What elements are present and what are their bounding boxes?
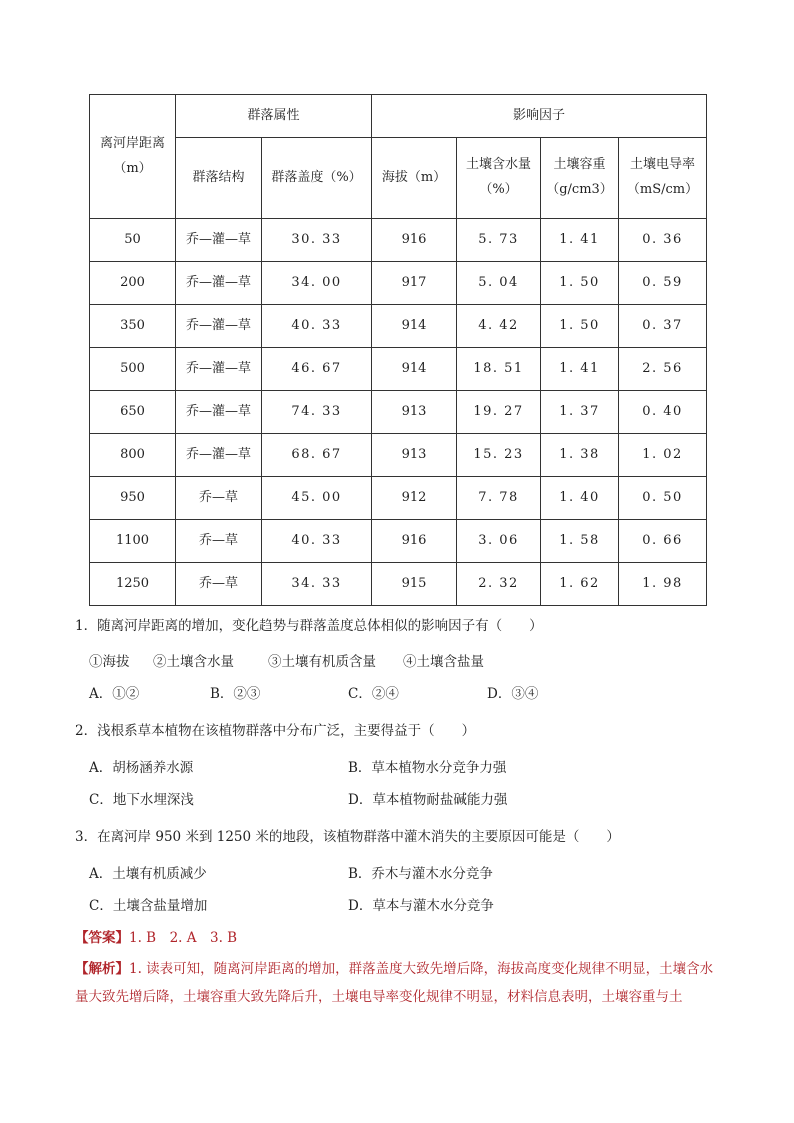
survey-table <box>89 94 707 606</box>
cell-distance: 650 <box>90 391 176 434</box>
table-header-row <box>90 95 707 138</box>
question-3-option-a[interactable]: A．土壤有机质减少 <box>89 866 207 882</box>
moisture-header <box>457 138 541 219</box>
question-1-option-c[interactable]: C．②④ <box>348 686 399 702</box>
cell-altitude: 912 <box>372 477 457 520</box>
cell-moisture: 15. 23 <box>457 434 541 477</box>
conductivity-header-unit: （mS/cm） <box>626 182 699 197</box>
density-header <box>541 138 619 219</box>
cell-distance: 200 <box>90 262 176 305</box>
cell-conductivity: 1. 98 <box>619 563 707 606</box>
community-group-header: 群落属性 <box>176 95 372 138</box>
cell-distance: 1100 <box>90 520 176 563</box>
coverage-header: 群落盖度（%） <box>262 138 372 219</box>
cell-conductivity: 0. 37 <box>619 305 707 348</box>
cell-altitude: 914 <box>372 348 457 391</box>
cell-moisture: 7. 78 <box>457 477 541 520</box>
cell-structure: 乔—灌—草 <box>176 434 262 477</box>
cell-coverage: 34. 33 <box>262 563 372 606</box>
cell-structure: 乔—草 <box>176 520 262 563</box>
question-1-option-d[interactable]: D．③④ <box>487 686 539 702</box>
answer-line <box>75 932 237 946</box>
cell-conductivity: 0. 59 <box>619 262 707 305</box>
cell-distance: 800 <box>90 434 176 477</box>
cell-coverage: 46. 67 <box>262 348 372 391</box>
cell-conductivity: 0. 66 <box>619 520 707 563</box>
cell-altitude: 916 <box>372 219 457 262</box>
structure-header: 群落结构 <box>176 138 262 219</box>
cell-coverage: 45. 00 <box>262 477 372 520</box>
table-row <box>90 391 707 434</box>
cell-altitude: 917 <box>372 262 457 305</box>
cell-structure: 乔—灌—草 <box>176 219 262 262</box>
cell-density: 1. 50 <box>541 305 619 348</box>
conductivity-header-label: 土壤电导率 <box>630 157 696 173</box>
distance-header-label: 离河岸距离 <box>99 135 165 151</box>
cell-coverage: 68. 67 <box>262 434 372 477</box>
cell-moisture: 5. 04 <box>457 262 541 305</box>
cell-structure: 乔—灌—草 <box>176 262 262 305</box>
moisture-header-unit: （%） <box>479 182 518 197</box>
cell-conductivity: 0. 50 <box>619 477 707 520</box>
cell-moisture: 5. 73 <box>457 219 541 262</box>
cell-density: 1. 41 <box>541 219 619 262</box>
explanation-text: 1. 读表可知，随离河岸距离的增加，群落盖度大致先增后降，海拔高度变化规律不明显，土壤含水量大致先增后降，土壤容重大致先降后升，土壤电导率变化规律不明显，材料信息表明，土壤容重与土 <box>75 961 714 1005</box>
answer-tag: 【答案】 <box>75 930 129 946</box>
question-2-stem: 2．浅根系草本植物在该植物群落中分布广泛，主要得益于（ ） <box>75 723 476 739</box>
table-row <box>90 477 707 520</box>
question-1-item-4: ④土壤含盐量 <box>403 654 484 670</box>
cell-distance: 950 <box>90 477 176 520</box>
cell-distance: 350 <box>90 305 176 348</box>
answer-text: 1. B 2. A 3. B <box>129 930 238 946</box>
cell-moisture: 4. 42 <box>457 305 541 348</box>
table-subheader-row <box>90 138 707 219</box>
cell-coverage: 34. 00 <box>262 262 372 305</box>
table-row <box>90 348 707 391</box>
cell-density: 1. 40 <box>541 477 619 520</box>
cell-coverage: 40. 33 <box>262 520 372 563</box>
table-row <box>90 520 707 563</box>
explanation-block <box>75 955 725 1011</box>
cell-moisture: 18. 51 <box>457 348 541 391</box>
cell-structure: 乔—灌—草 <box>176 348 262 391</box>
question-1-option-b[interactable]: B．②③ <box>210 686 261 702</box>
question-1-option-a[interactable]: A．①② <box>89 686 140 702</box>
conductivity-header <box>619 138 707 219</box>
explanation-tag: 【解析】 <box>75 961 129 977</box>
question-2-option-a[interactable]: A．胡杨涵养水源 <box>89 760 194 776</box>
table-row <box>90 305 707 348</box>
cell-density: 1. 41 <box>541 348 619 391</box>
cell-altitude: 916 <box>372 520 457 563</box>
table-row <box>90 262 707 305</box>
cell-structure: 乔—灌—草 <box>176 305 262 348</box>
cell-altitude: 915 <box>372 563 457 606</box>
cell-moisture: 2. 32 <box>457 563 541 606</box>
distance-header <box>90 95 176 219</box>
table-row <box>90 219 707 262</box>
cell-coverage: 74. 33 <box>262 391 372 434</box>
cell-altitude: 913 <box>372 434 457 477</box>
question-1-stem: 1．随离河岸距离的增加，变化趋势与群落盖度总体相似的影响因子有（ ） <box>75 618 543 634</box>
cell-structure: 乔—草 <box>176 563 262 606</box>
factor-group-header: 影响因子 <box>372 95 707 138</box>
cell-density: 1. 38 <box>541 434 619 477</box>
question-3-option-c[interactable]: C．土壤含盐量增加 <box>89 898 208 914</box>
question-2-option-d[interactable]: D．草本植物耐盐碱能力强 <box>348 792 508 808</box>
cell-conductivity: 1. 02 <box>619 434 707 477</box>
table-row <box>90 434 707 477</box>
cell-distance: 50 <box>90 219 176 262</box>
question-3-stem: 3．在离河岸 950 米到 1250 米的地段，该植物群落中灌木消失的主要原因可能是（ ） <box>75 829 620 845</box>
cell-altitude: 914 <box>372 305 457 348</box>
question-3-option-b[interactable]: B．乔木与灌木水分竞争 <box>348 866 493 882</box>
moisture-header-label: 土壤含水量 <box>466 157 532 173</box>
question-1-item-3: ③土壤有机质含量 <box>268 654 376 670</box>
cell-moisture: 19. 27 <box>457 391 541 434</box>
question-2-option-c[interactable]: C．地下水埋深浅 <box>89 792 194 808</box>
cell-density: 1. 58 <box>541 520 619 563</box>
density-header-unit: （g/cm3） <box>546 182 613 197</box>
table-row <box>90 563 707 606</box>
question-2-option-b[interactable]: B．草本植物水分竞争力强 <box>348 760 507 776</box>
cell-distance: 500 <box>90 348 176 391</box>
cell-structure: 乔—草 <box>176 477 262 520</box>
altitude-header: 海拔（m） <box>372 138 457 219</box>
cell-distance: 1250 <box>90 563 176 606</box>
cell-conductivity: 2. 56 <box>619 348 707 391</box>
cell-conductivity: 0. 40 <box>619 391 707 434</box>
question-1-item-2: ②土壤含水量 <box>153 654 234 670</box>
cell-coverage: 30. 33 <box>262 219 372 262</box>
cell-density: 1. 37 <box>541 391 619 434</box>
cell-coverage: 40. 33 <box>262 305 372 348</box>
question-3-option-d[interactable]: D．草本与灌木水分竞争 <box>348 898 494 914</box>
cell-conductivity: 0. 36 <box>619 219 707 262</box>
cell-structure: 乔—灌—草 <box>176 391 262 434</box>
cell-density: 1. 62 <box>541 563 619 606</box>
density-header-label: 土壤容重 <box>553 157 606 173</box>
question-1-item-1: ①海拔 <box>89 654 130 670</box>
cell-moisture: 3. 06 <box>457 520 541 563</box>
distance-header-unit: （m） <box>113 160 152 176</box>
cell-density: 1. 50 <box>541 262 619 305</box>
cell-altitude: 913 <box>372 391 457 434</box>
